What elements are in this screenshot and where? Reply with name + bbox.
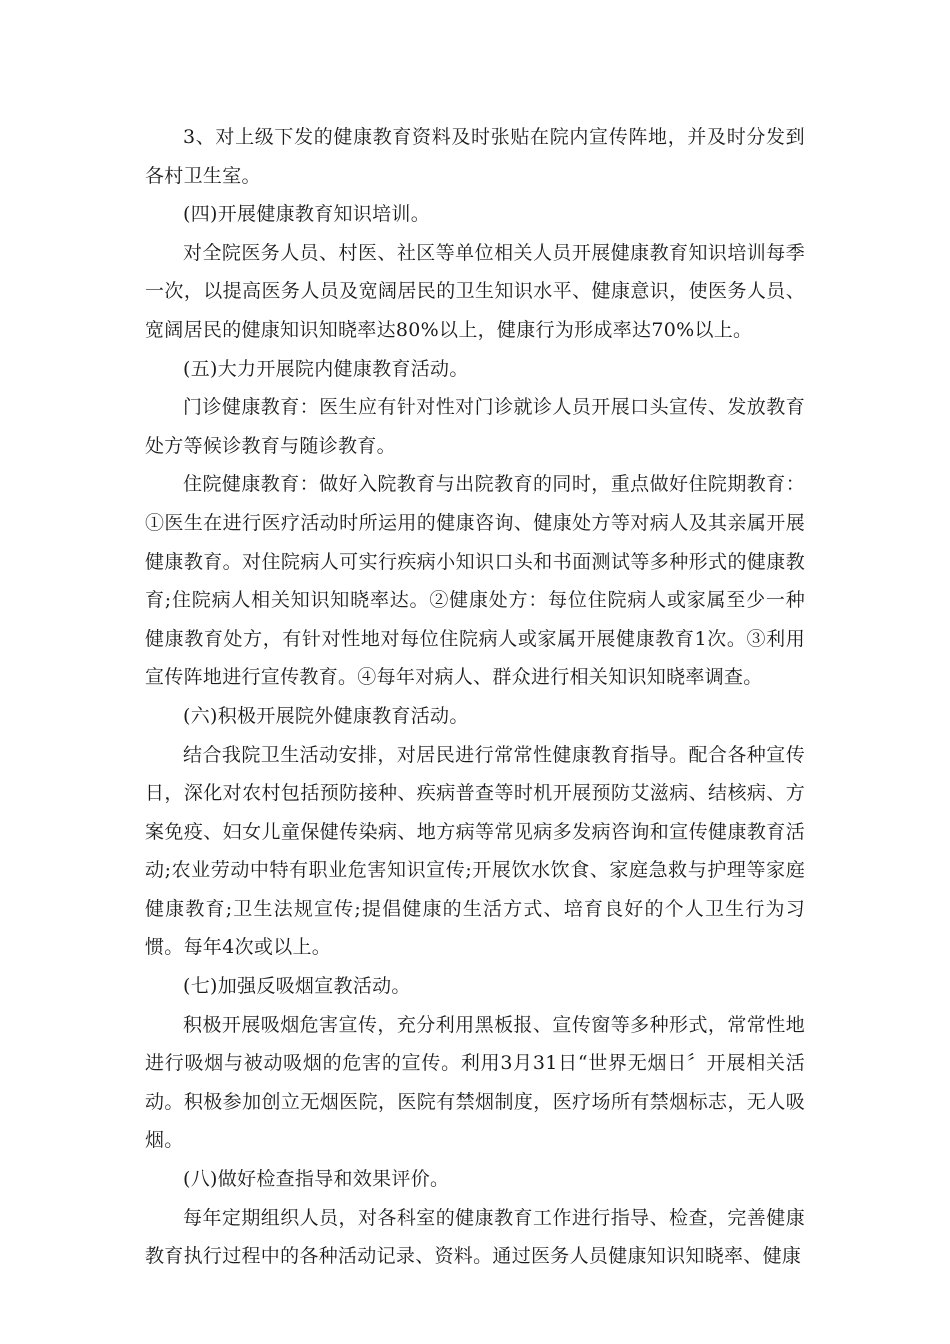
paragraph-item-3: 3、对上级下发的健康教育资料及时张贴在院内宣传阵地，并及时分发到各村卫生室。: [145, 126, 805, 187]
paragraph-evaluation: 每年定期组织人员，对各科室的健康教育工作进行指导、检查，完善健康教育执行过程中的各种活动记录、资料。通过医务人员健康知识知晓率、健康: [145, 1206, 805, 1268]
paragraph-outreach: 结合我院卫生活动安排，对居民进行常常性健康教育指导。配合各种宣传日，深化对农村包括预防接种、疾病普查等时机开展预防艾滋病、结核病、方案免疫、妇女儿童保健传染病、地方病等常见病多发病咨询和宣传健康教育活动;农业劳动中特有职业危害知识宣传;开展饮水饮食、家庭急救与护理等家庭健康教育;卫生法规宣传;提倡健康的生活方式、培育良好的个人卫生行为习惯。每年4次或以上。: [145, 743, 805, 959]
section-heading-6: (六)积极开展院外健康教育活动。: [183, 704, 469, 727]
section-heading-8: (八)做好检查指导和效果评价。: [183, 1168, 450, 1191]
section-heading-4: (四)开展健康教育知识培训。: [183, 203, 431, 226]
paragraph-training: 对全院医务人员、村医、社区等单位相关人员开展健康教育知识培训每季一次，以提高医务人员及宽阔居民的卫生知识水平、健康意识，使医务人员、宽阔居民的健康知识知晓率达80%以上，健康行为形成率达70%以上。: [145, 241, 805, 341]
section-heading-7: (七)加强反吸烟宣教活动。: [183, 975, 411, 998]
section-heading-5: (五)大力开展院内健康教育活动。: [183, 357, 469, 380]
paragraph-outpatient: 门诊健康教育：医生应有针对性对门诊就诊人员开展口头宣传、发放教育处方等候诊教育与随诊教育。: [145, 396, 805, 457]
paragraph-anti-smoking: 积极开展吸烟危害宣传，充分利用黑板报、宣传窗等多种形式，常常性地进行吸烟与被动吸烟的危害的宣传。利用3月31日“世界无烟日〞开展相关活动。积极参加创立无烟医院，医院有禁烟制度，医疗场所有禁烟标志，无人吸烟。: [145, 1013, 805, 1152]
paragraph-inpatient: 住院健康教育：做好入院教育与出院教育的同时，重点做好住院期教育：①医生在进行医疗活动时所运用的健康咨询、健康处方等对病人及其亲属开展健康教育。对住院病人可实行疾病小知识口头和书面测试等多种形式的健康教育;住院病人相关知识知晓率达。②健康处方：每位住院病人或家属至少一种健康教育处方，有针对性地对每位住院病人或家属开展健康教育1次。③利用宣传阵地进行宣传教育。④每年对病人、群众进行相关知识知晓率调查。: [145, 473, 805, 689]
document-body: [145, 118, 805, 1276]
